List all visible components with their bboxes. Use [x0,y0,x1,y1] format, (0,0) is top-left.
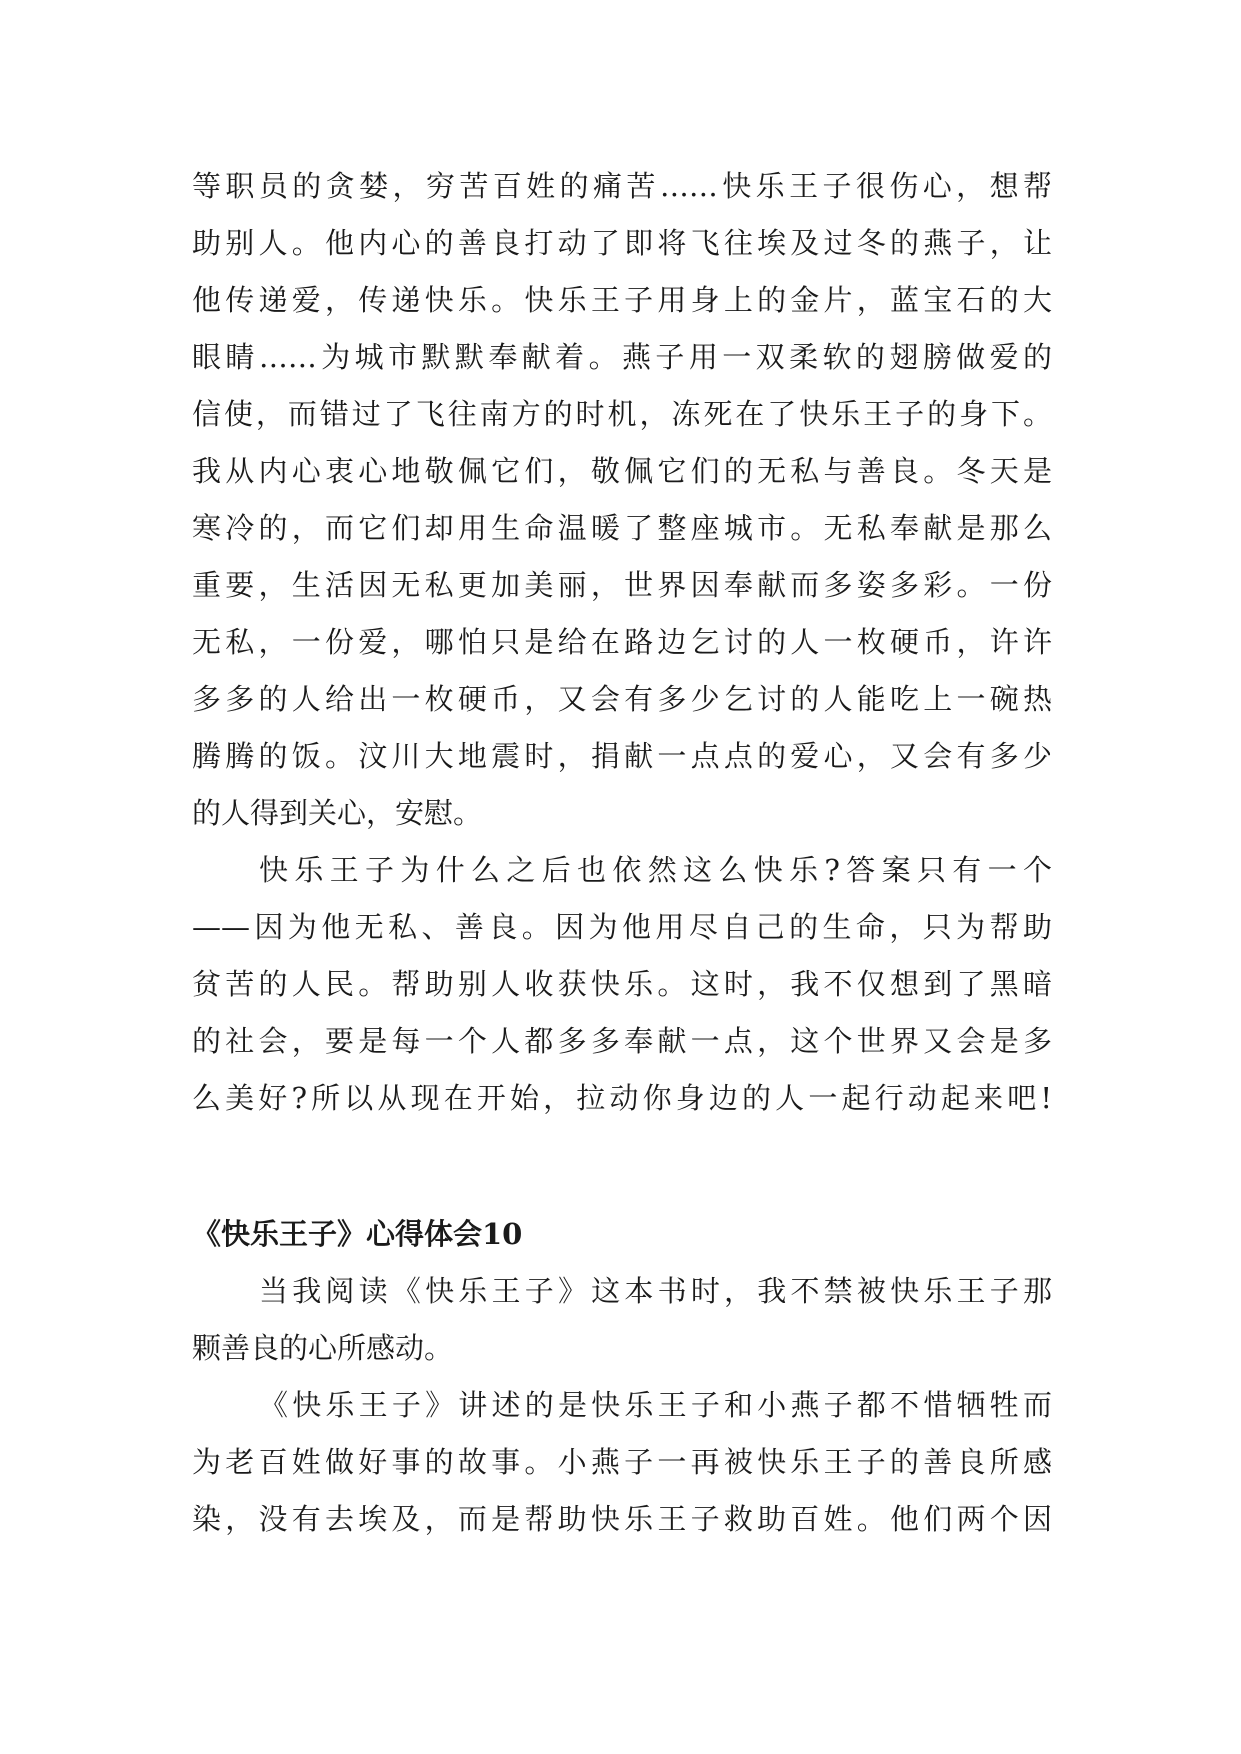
text-line: 么美好?所以从现在开始，拉动你身边的人一起行动起来吧! [192,1081,1052,1115]
text-line: 重要，生活因无私更加美丽，世界因奉献而多姿多彩。一份 [192,568,1052,602]
section-heading: 《快乐王子》心得体会10 [192,1217,523,1251]
text-line: 多多的人给出一枚硬币，又会有多少乞讨的人能吃上一碗热 [192,682,1052,716]
text-line: 信使，而错过了飞往南方的时机，冻死在了快乐王子的身下。 [192,397,1052,431]
text-line: 《快乐王子》讲述的是快乐王子和小燕子都不惜牺牲而 [259,1388,1052,1422]
text-line: 助别人。他内心的善良打动了即将飞往埃及过冬的燕子，让 [192,226,1052,260]
text-line: 的社会，要是每一个人都多多奉献一点，这个世界又会是多 [192,1024,1052,1058]
text-line: 贫苦的人民。帮助别人收获快乐。这时，我不仅想到了黑暗 [192,967,1052,1001]
text-line: 我从内心衷心地敬佩它们，敬佩它们的无私与善良。冬天是 [192,454,1052,488]
text-line: 染，没有去埃及，而是帮助快乐王子救助百姓。他们两个因 [192,1502,1052,1536]
text-line: 寒冷的，而它们却用生命温暖了整座城市。无私奉献是那么 [192,511,1052,545]
text-line: ——因为他无私、善良。因为他用尽自己的生命，只为帮助 [192,910,1052,944]
text-line: 快乐王子为什么之后也依然这么快乐?答案只有一个 [259,853,1052,887]
text-line: 眼睛……为城市默默奉献着。燕子用一双柔软的翅膀做爱的 [192,340,1052,374]
text-line: 颗善良的心所感动。 [192,1331,454,1365]
text-line: 等职员的贪婪，穷苦百姓的痛苦……快乐王子很伤心，想帮 [192,169,1052,203]
text-line: 为老百姓做好事的故事。小燕子一再被快乐王子的善良所感 [192,1445,1052,1479]
text-line: 腾腾的饭。汶川大地震时，捐献一点点的爱心，又会有多少 [192,739,1052,773]
text-line: 当我阅读《快乐王子》这本书时，我不禁被快乐王子那 [259,1274,1052,1308]
text-line: 无私，一份爱，哪怕只是给在路边乞讨的人一枚硬币，许许 [192,625,1052,659]
text-line: 的人得到关心，安慰。 [192,796,483,830]
text-line: 他传递爱，传递快乐。快乐王子用身上的金片，蓝宝石的大 [192,283,1052,317]
